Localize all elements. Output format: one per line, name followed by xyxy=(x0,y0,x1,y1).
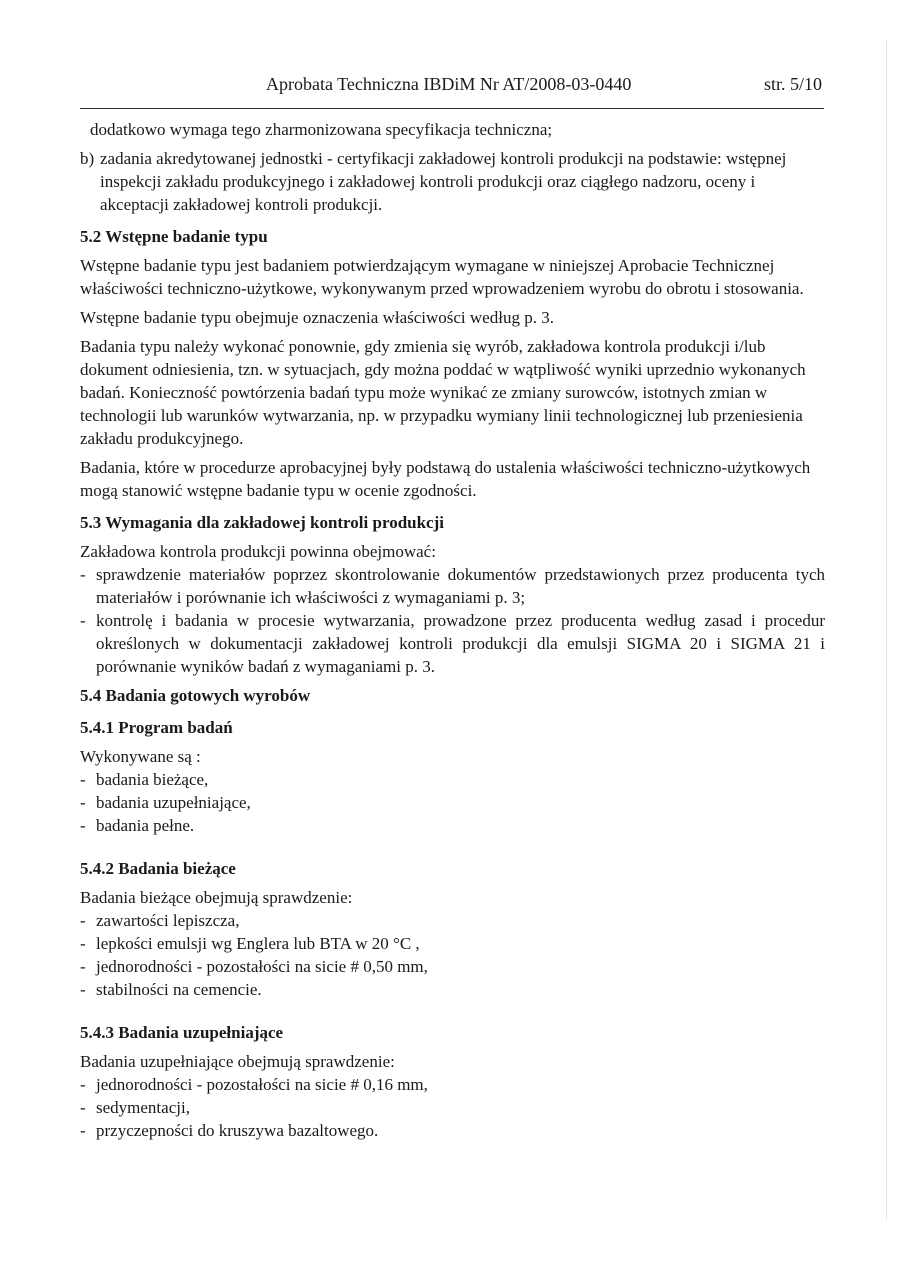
page-content xyxy=(80,118,825,1142)
list-item-text: stabilności na cemencie. xyxy=(96,980,262,999)
list-dash: - xyxy=(80,1121,86,1140)
list-item xyxy=(80,932,825,955)
paragraph: Badania uzupełniające obejmują sprawdzenie: xyxy=(80,1052,395,1071)
list-item xyxy=(80,909,825,932)
intro-line: dodatkowo wymaga tego zharmonizowana specyfikacja techniczna; xyxy=(90,120,553,139)
list-marker: b) xyxy=(80,149,95,168)
list-item-text: jednorodności - pozostałości na sicie # 0,50 mm, xyxy=(96,957,428,976)
list-dash: - xyxy=(80,934,86,953)
section-heading-5-4-1: 5.4.1 Program badań xyxy=(80,718,233,737)
page-header xyxy=(80,72,824,109)
list-dash: - xyxy=(80,816,86,835)
list-item xyxy=(80,955,825,978)
list-item xyxy=(80,609,825,678)
list-dash: - xyxy=(80,793,86,812)
list-item-text: przyczepności do kruszywa bazaltowego. xyxy=(96,1121,379,1140)
paragraph: Badania bieżące obejmują sprawdzenie: xyxy=(80,888,353,907)
paragraph: Zakładowa kontrola produkcji powinna obejmować: xyxy=(80,542,436,561)
list-item-text: sprawdzenie materiałów poprzez skontrolowanie dokumentów przedstawionych przez producenta tych materiałów i porównanie ich właściwości z wymaganiami p. 3; xyxy=(96,565,825,607)
list-dash: - xyxy=(80,957,86,976)
list-dash: - xyxy=(80,611,86,630)
paragraph: Wykonywane są : xyxy=(80,747,201,766)
document-title: Aprobata Techniczna IBDiM Nr AT/2008-03-0440 xyxy=(266,74,632,94)
list-item-b xyxy=(80,147,825,216)
list-dash: - xyxy=(80,770,86,789)
list-dash: - xyxy=(80,1075,86,1094)
list-item-text: kontrolę i badania w procesie wytwarzania, prowadzone przez producenta według zasad i procedur określonych w dokumentacji zakładowej kontroli produkcji dla emulsji SIGMA 20 i SIGMA 21 i porównanie wyników badań z wymaganiami p. 3. xyxy=(96,611,825,676)
list-item-text: jednorodności - pozostałości na sicie # 0,16 mm, xyxy=(96,1075,428,1094)
list-item xyxy=(80,814,825,837)
list-item xyxy=(80,978,825,1001)
section-heading-5-3: 5.3 Wymagania dla zakładowej kontroli produkcji xyxy=(80,513,444,532)
list-item-text: zadania akredytowanej jednostki - certyfikacji zakładowej kontroli produkcji na podstawie: wstępnej inspekcji zakładu produkcyjnego i zakładowej kontroli produkcji oraz ciągłego nadzoru, oceny i akceptacji zakładowej kontroli produkcji. xyxy=(100,149,787,214)
list-item-text: zawartości lepiszcza, xyxy=(96,911,240,930)
list-item-text: badania pełne. xyxy=(96,816,195,835)
paragraph: Wstępne badanie typu jest badaniem potwierdzającym wymagane w niniejszej Aprobacie Technicznej właściwości techniczno-użytkowe, wykonywanym przed wprowadzeniem wyrobu do obrotu i stosowania. xyxy=(80,256,804,298)
list-item-text: sedymentacji, xyxy=(96,1098,190,1117)
section-heading-5-4-2: 5.4.2 Badania bieżące xyxy=(80,859,236,878)
scan-edge-line xyxy=(886,40,887,1220)
list-item xyxy=(80,1073,825,1096)
list-item xyxy=(80,563,825,609)
list-dash: - xyxy=(80,1098,86,1117)
page-number: str. 5/10 xyxy=(763,74,822,94)
list-dash: - xyxy=(80,911,86,930)
list-item-text: lepkości emulsji wg Englera lub BTA w 20 °C , xyxy=(96,934,420,953)
paragraph: Badania typu należy wykonać ponownie, gdy zmienia się wyrób, zakładowa kontrola produkcji i/lub dokument odniesienia, tzn. w sytuacjach, gdy można poddać w wątpliwość wyniki uprzednio wykonanych badań. Konieczność powtórzenia badań typu może wynikać ze zmiany surowców, istotnych zmian w technologii lub warunków wytwarzania, np. w przypadku wymiany linii technologicznej lub przeniesienia zakładu produkcyjnego. xyxy=(80,337,806,448)
section-heading-5-2: 5.2 Wstępne badanie typu xyxy=(80,227,268,246)
list-item xyxy=(80,1119,825,1142)
section-heading-5-4: 5.4 Badania gotowych wyrobów xyxy=(80,686,311,705)
list-dash: - xyxy=(80,980,86,999)
list-item xyxy=(80,791,825,814)
list-item-text: badania uzupełniające, xyxy=(96,793,251,812)
list-item xyxy=(80,768,825,791)
paragraph: Badania, które w procedurze aprobacyjnej były podstawą do ustalenia właściwości techniczno-użytkowych mogą stanowić wstępne badanie typu w ocenie zgodności. xyxy=(80,458,811,500)
section-heading-5-4-3: 5.4.3 Badania uzupełniające xyxy=(80,1023,284,1042)
list-item-text: badania bieżące, xyxy=(96,770,209,789)
list-dash: - xyxy=(80,565,86,584)
paragraph: Wstępne badanie typu obejmuje oznaczenia właściwości według p. 3. xyxy=(80,308,554,327)
list-item xyxy=(80,1096,825,1119)
